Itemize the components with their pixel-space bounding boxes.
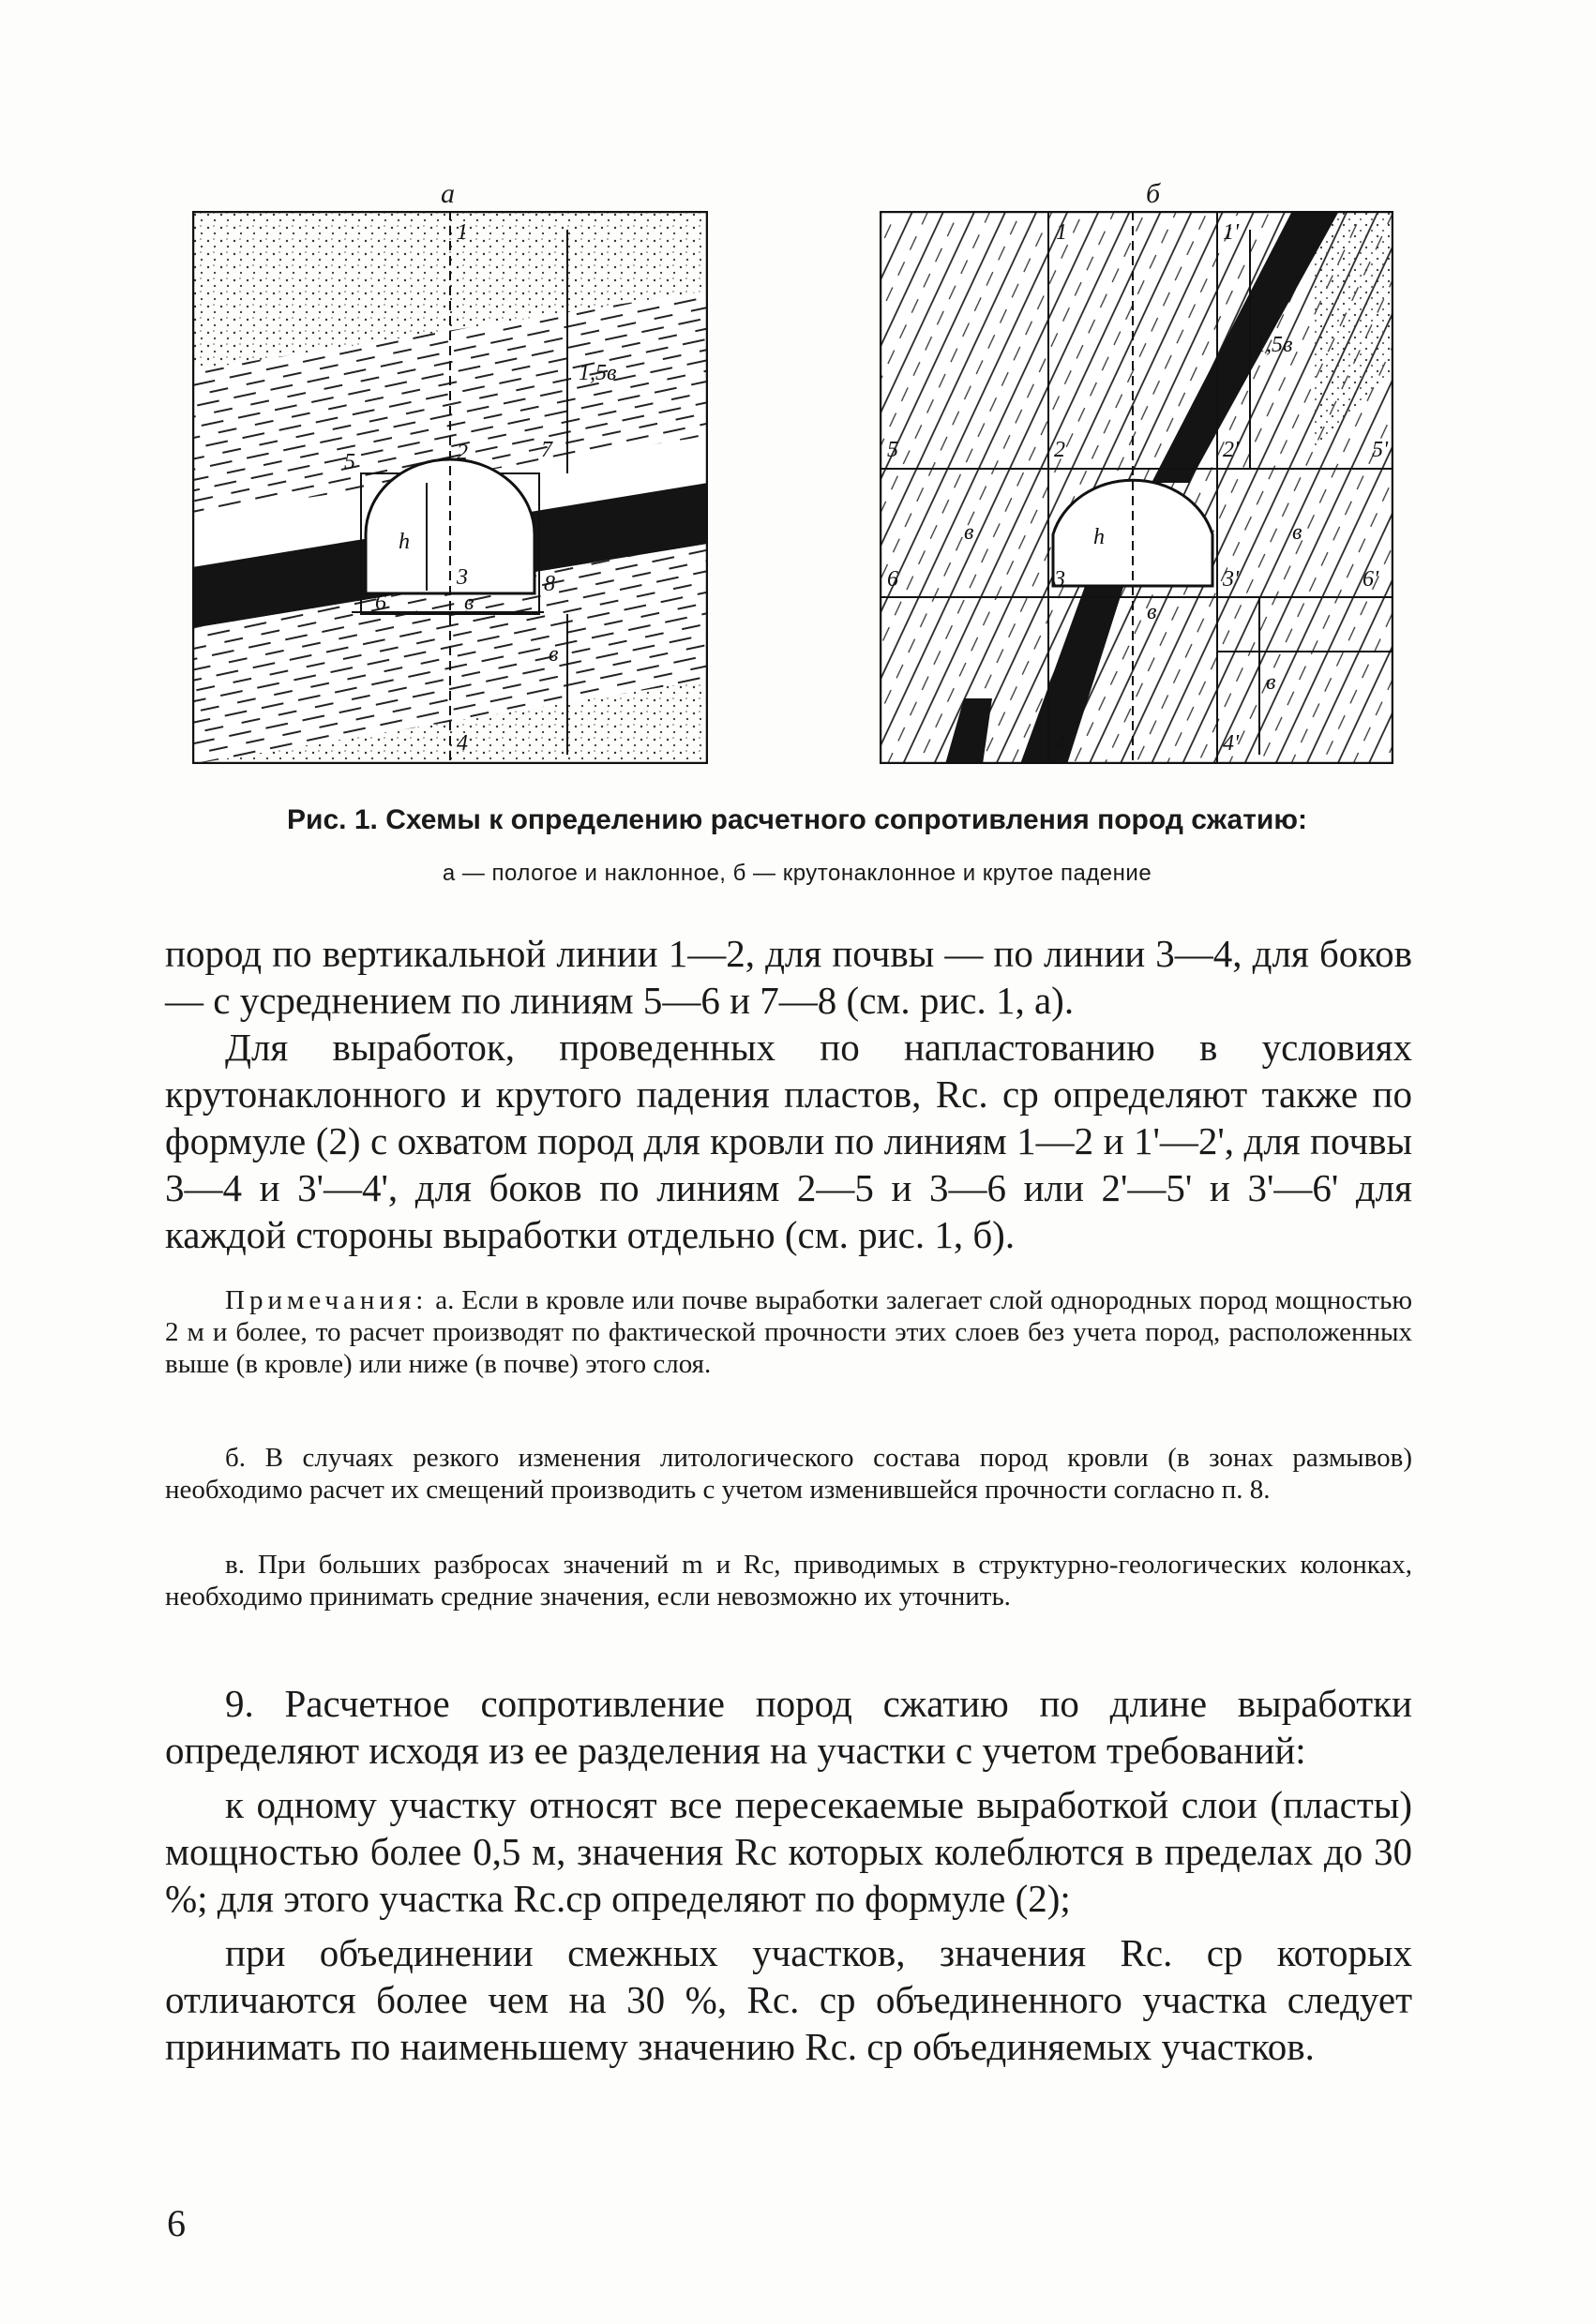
panel-b-mark-h: h (1093, 525, 1105, 549)
panel-b-mark-5p: 5' (1372, 438, 1389, 462)
paragraph-merged-sections: при объединении смежных участков, значения Rс. ср которых отличаются более чем на 30 %, Rс. ср объединенного участка следует принимать по наименьшему значению Rс. ср объединяемых участков. (165, 1931, 1412, 2068)
panel-b-mark-2p: 2' (1223, 438, 1240, 462)
panel-b-mark-b-right: в (1292, 520, 1302, 545)
panel-b-mark-15b: 1,5в (1255, 333, 1293, 357)
panel-a-mark-2: 2 (457, 441, 468, 465)
panel-a-mark-15b: 1,5в (579, 361, 617, 385)
panel-b-mark-4p: 4' (1223, 731, 1240, 756)
panel-a-mark-h: h (399, 530, 410, 554)
panel-b-mark-1: 1 (1056, 220, 1067, 245)
panel-a-mark-7: 7 (541, 438, 552, 462)
paragraph-section-9: 9. Расчетное сопротивление пород сжатию по длине выработки определяют исходя из ее разделения на участки с учетом требований: (165, 1682, 1412, 1772)
note-b: б. В случаях резкого изменения литологического состава пород кровли (в зонах размывов) необходимо расчет их смещений производить с учетом изменившейся прочности согласно п. 8. (165, 1443, 1412, 1505)
notes-heading: Примечания: (225, 1285, 429, 1315)
panel-a-mark-1: 1 (457, 220, 468, 245)
figure-panel-a (192, 211, 708, 764)
note-a (165, 1284, 1412, 1380)
panel-b-mark-3: 3 (1054, 567, 1065, 592)
note-c: в. При больших разбросах значений m и Rс, приводимых в структурно-геологических колонках, необходимо принимать средние значения, если невозможно их уточнить. (165, 1550, 1412, 1612)
paragraph-single-section: к одному участку относят все пересекаемые выработкой слои (пласты) мощностью более 0,5 м, значения Rс которых колеблются в пределах до 30 %; для этого участка Rс.ср определяют по формуле (2); (165, 1783, 1412, 1920)
figure-panel-b (880, 211, 1393, 764)
panel-b-mark-b-vert: в (1266, 670, 1276, 695)
body-block-2 (165, 1680, 1412, 2070)
panel-b-mark-6: 6 (887, 567, 898, 592)
panel-b-mark-b-left: в (964, 520, 974, 545)
paragraph-steep-workings: Для выработок, проведенных по напластованию в условиях крутонаклонного и крутого падения пластов, Rс. ср определяют также по формуле (2) с охватом пород для кровли по линиям 1—2 и 1'—2', для почвы 3—4 и 3'—4', для боков по линиям 2—5 и 3—6 или 2'—5' и 3'—6' для каждой стороны выработки отдельно (см. рис. 1, б). (165, 1026, 1412, 1256)
panel-b-mark-5: 5 (887, 438, 898, 462)
figure-subcaption: а — пологое и наклонное, б — крутонаклонное и крутое падение (442, 861, 1152, 886)
panel-a-label: а (441, 178, 455, 209)
panel-b-mark-3p: 3' (1223, 567, 1240, 592)
panel-b-mark-6p: 6' (1363, 567, 1379, 592)
note-a-text: а. Если в кровле или почве выработки залегает слой однородных пород мощностью 2 м и более, то расчет производят по фактической прочности этих слоев без учета пород, расположенных выше (в кровле) или ниже (в почве) этого слоя. (165, 1285, 1413, 1379)
page-number: 6 (167, 2202, 186, 2244)
panel-b-mark-2: 2 (1054, 438, 1065, 462)
panel-b-mark-4: 4 (1054, 731, 1065, 756)
panel-b-label: б (1146, 178, 1161, 209)
panel-a-mark-4: 4 (457, 731, 468, 756)
body-block-1 (165, 930, 1412, 1258)
panel-b-mark-b-bottom: в (1147, 600, 1157, 624)
panel-a-mark-b: в (464, 591, 474, 615)
figure-caption: Рис. 1. Схемы к определению расчетного сопротивления пород сжатию: (287, 804, 1307, 835)
panel-a-mark-b-right: в (549, 642, 559, 667)
panel-a-mark-6: 6 (375, 591, 386, 615)
panel-a-mark-8: 8 (544, 572, 555, 596)
panel-b-mark-1p: 1' (1223, 220, 1240, 245)
panel-a-mark-5: 5 (344, 450, 355, 474)
paragraph-continuation: пород по вертикальной линии 1—2, для почвы — по линии 3—4, для боков — с усреднением по линиям 5—6 и 7—8 (см. рис. 1, а). (165, 932, 1412, 1022)
panel-a-mark-3: 3 (457, 565, 468, 590)
